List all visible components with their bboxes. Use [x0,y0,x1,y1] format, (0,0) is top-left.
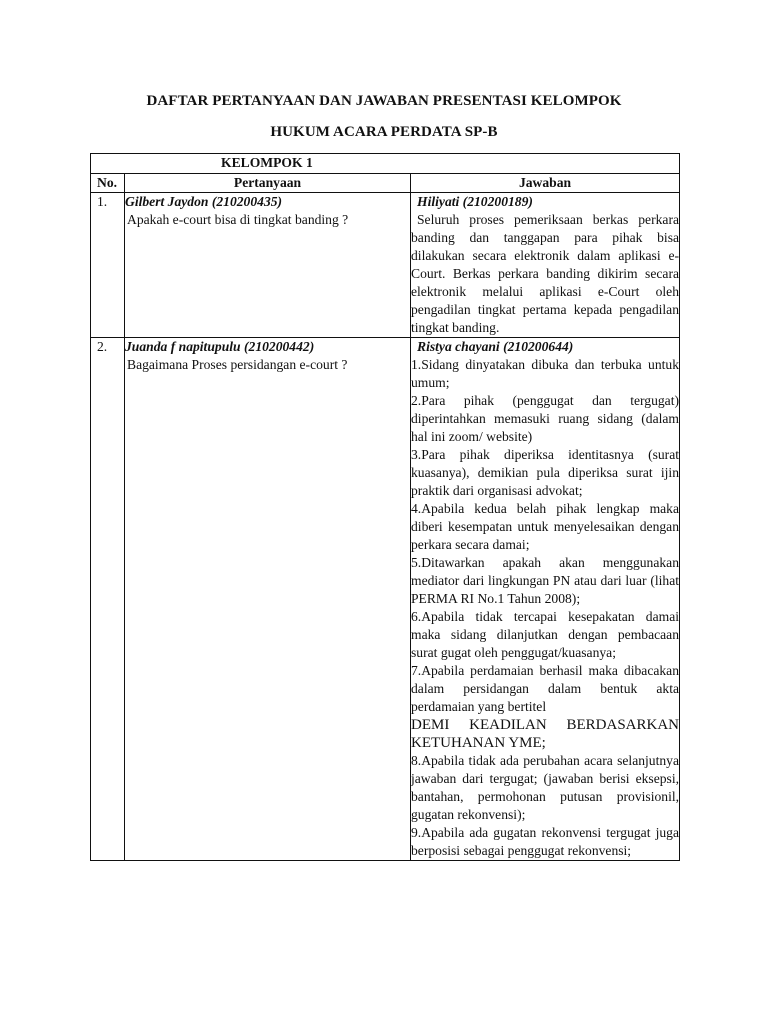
qa-table [90,153,680,861]
answer-text: Seluruh proses pemeriksaan berkas perkara banding dan tanggapan para pihak bisa dilakukan secara elektronik dalam aplikasi e-Court. Berkas perkara banding dikirim secara elektronik melalui aplikasi e-Court oleh pengadilan tingkat pertama kepada pengadilan tingkat banding. [411,212,680,335]
answer-step: 8.Apabila tidak ada perubahan acara selanjutnya jawaban dari tergugat; (jawaban berisi eksepsi, bantahan, permohonan putusan provisionil, gugatan rekonvensi); [411,753,680,822]
header-no: No. [91,174,125,193]
row-number: 2. [91,338,125,861]
header-row [91,174,680,193]
question-cell [125,193,411,338]
table-row [91,193,680,338]
question-text: Apakah e-court bisa di tingkat banding ? [127,212,349,227]
document-subtitle: HUKUM ACARA PERDATA SP-B [270,124,498,140]
asker-name: Gilbert Jaydon (210200435) [125,194,283,209]
question-cell [125,338,411,861]
answer-step: 5.Ditawarkan apakah akan menggunakan mediator dari lingkungan PN atau dari luar (lihat PERMA RI No.1 Tahun 2008); [411,555,680,606]
answer-step: 4.Apabila kedua belah pihak lengkap maka diberi kesempatan untuk menyelesaikan dengan perkara secara damai; [411,501,680,552]
document-title: DAFTAR PERTANYAAN DAN JAWABAN PRESENTASI KELOMPOK [146,93,622,109]
answer-step: 1.Sidang dinyatakan dibuka dan terbuka untuk umum; [411,357,680,390]
answerer-name: Ristya chayani (210200644) [417,339,574,354]
asker-name: Juanda f napitupulu (210200442) [125,339,315,354]
group-row [91,154,680,174]
answer-step: 2.Para pihak (penggugat dan tergugat) diperintahkan memasuki ruang sidang (dalam hal ini zoom/ website) [411,393,680,444]
answer-step: 3.Para pihak diperiksa identitasnya (surat kuasanya), demikian pula diperiksa surat ijin praktik dari organisasi advokat; [411,447,680,498]
answer-cell [411,338,680,861]
question-text: Bagaimana Proses persidangan e-court ? [127,357,348,372]
answer-cell [411,193,680,338]
answer-step: 7.Apabila perdamaian berhasil maka dibacakan dalam persidangan dalam bentuk akta perdamaian yang bertitel [411,663,680,714]
header-question: Pertanyaan [125,174,411,193]
answer-step: 6.Apabila tidak tercapai kesepakatan damai maka sidang dilanjutkan dengan pembacaan surat gugat oleh penggugat/kuasanya; [411,609,680,660]
group-label: KELOMPOK 1 [221,155,313,170]
header-answer: Jawaban [411,174,680,193]
answerer-name: Hiliyati (210200189) [417,194,533,209]
table-row [91,338,680,861]
answer-step: 9.Apabila ada gugatan rekonvensi tergugat juga berposisi sebagai penggugat rekonvensi; [411,825,680,858]
group-label-cell [91,154,680,174]
row-number: 1. [91,193,125,338]
answer-step-title: DEMI KEADILAN BERDASARKAN KETUHANAN YME; [411,717,680,751]
